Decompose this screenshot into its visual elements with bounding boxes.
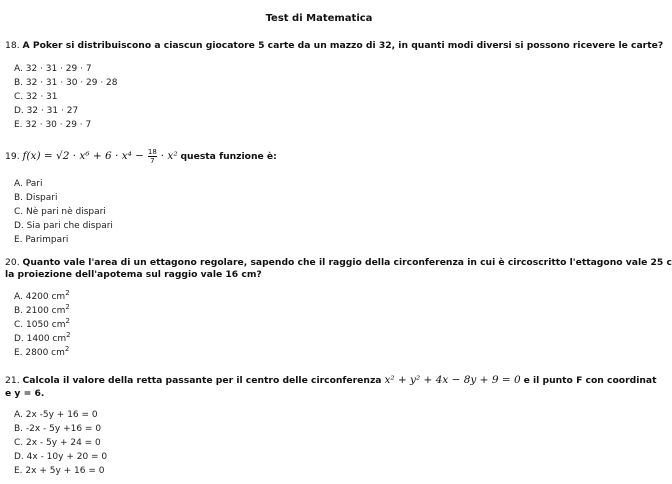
unit-exponent: 2 [66, 331, 71, 339]
options-21 [14, 408, 107, 478]
option-e-label: E. 2800 cm [14, 348, 65, 358]
question-text-cont: e il punto F con coordinat [523, 375, 657, 386]
question-text: Quanto vale l'area di un ettagono regolare, sapendo che il raggio della circonferenza in cui è circoscritto l'ettagono vale 25 c [22, 257, 672, 268]
unit-exponent: 2 [64, 345, 70, 353]
option-d[interactable] [14, 332, 71, 346]
option-b[interactable] [14, 304, 71, 318]
fraction-numerator: 18 [147, 148, 157, 156]
option-c[interactable]: C. 32 · 31 [14, 92, 58, 102]
question-text-line2: e y = 6. [5, 388, 45, 399]
question-text: Calcola il valore della retta passante per il centro delle circonferenza [22, 375, 382, 386]
formula-lhs: f(x) = √2 · x⁶ + 6 · x⁴ − [22, 150, 144, 162]
option-b-label: B. 2100 cm [14, 306, 66, 316]
question-text: A Poker si distribuiscono a ciascun giocatore 5 carte da un mazzo di 32, in quanti modi diversi si possono ricevere le carte? [22, 40, 664, 51]
fraction-denominator: 7 [148, 156, 157, 165]
option-a[interactable] [14, 290, 71, 304]
option-a[interactable]: A. 32 · 31 · 29 · 7 [14, 64, 92, 74]
question-20-line2 [5, 269, 262, 280]
question-number: 18. [5, 40, 20, 51]
option-b[interactable]: B. -2x - 5y +16 = 0 [14, 424, 102, 434]
unit-exponent: 2 [65, 289, 70, 297]
option-c-label: C. 1050 cm [14, 320, 66, 330]
question-20 [5, 257, 672, 268]
options-20 [14, 290, 71, 360]
option-a-label: A. 4200 cm [14, 292, 66, 302]
option-e[interactable] [14, 346, 71, 360]
option-d[interactable]: D. 4x - 10y + 20 = 0 [14, 452, 108, 462]
formula-rhs: · x² [160, 150, 178, 162]
option-b[interactable]: B. Dispari [14, 193, 58, 203]
question-21-line2 [5, 388, 44, 399]
options-19 [14, 177, 113, 247]
question-21 [5, 374, 657, 386]
option-c[interactable]: C. 2x - 5y + 24 = 0 [14, 438, 101, 448]
option-a[interactable]: A. Pari [14, 179, 43, 189]
unit-exponent: 2 [65, 303, 70, 311]
option-d[interactable]: D. Sia pari che dispari [14, 221, 113, 231]
option-d-label: D. 1400 cm [14, 334, 67, 344]
circle-equation: x² + y² + 4x − 8y + 9 = 0 [384, 374, 521, 386]
option-e[interactable]: E. 32 · 30 · 29 · 7 [14, 120, 92, 130]
option-a[interactable]: A. 2x -5y + 16 = 0 [14, 410, 98, 420]
option-e[interactable]: E. 2x + 5y + 16 = 0 [14, 466, 105, 476]
question-text-line2: la proiezione dell'apotema sul raggio vale 16 cm? [5, 269, 262, 280]
option-b[interactable]: B. 32 · 31 · 30 · 29 · 28 [14, 78, 118, 88]
option-e[interactable]: E. Parimpari [14, 235, 69, 245]
option-c[interactable] [14, 318, 71, 332]
question-number: 19. [5, 151, 20, 162]
question-number: 20. [5, 257, 20, 268]
page-title: Test di Matematica [265, 13, 373, 24]
option-c[interactable]: C. Nè pari nè dispari [14, 207, 106, 217]
formula-fraction [148, 148, 157, 165]
question-text: questa funzione è: [180, 151, 277, 162]
question-18 [5, 40, 663, 51]
option-d[interactable]: D. 32 · 31 · 27 [14, 106, 79, 116]
question-number: 21. [5, 375, 20, 386]
unit-exponent: 2 [65, 317, 70, 325]
question-19 [5, 148, 277, 165]
options-18 [14, 62, 118, 132]
